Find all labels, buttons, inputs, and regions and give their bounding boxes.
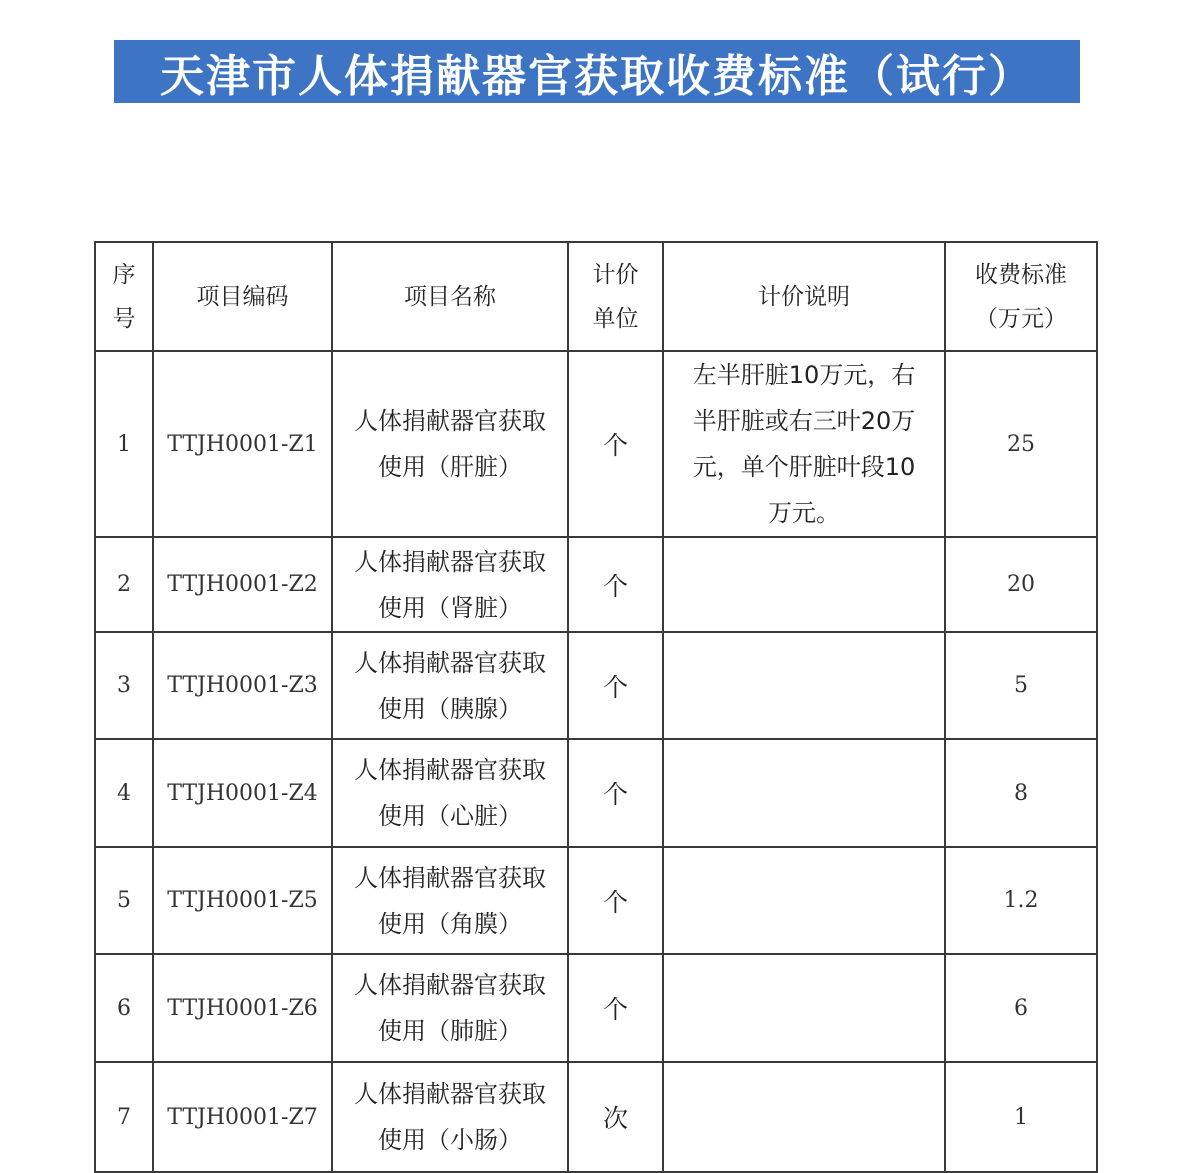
row-seq: 7 <box>95 1062 153 1172</box>
row-fee: 6 <box>945 954 1097 1062</box>
row-seq: 2 <box>95 537 153 632</box>
row-name-line: 人体捐献器官获取 <box>354 547 546 576</box>
row-name <box>332 351 568 537</box>
row-desc <box>663 954 945 1062</box>
row-name-line: 使用（心脏） <box>378 802 522 830</box>
row-unit: 个 <box>568 847 663 954</box>
header-row <box>95 242 1097 351</box>
row-name <box>332 847 568 954</box>
row-desc <box>663 847 945 954</box>
header-code: 项目编码 <box>153 242 332 351</box>
title-banner <box>114 40 1080 103</box>
row-fee: 1 <box>945 1062 1097 1172</box>
header-unit: 计价 单位 <box>568 242 663 351</box>
header-seq: 序 号 <box>95 242 153 351</box>
row-seq: 1 <box>95 351 153 537</box>
header-desc: 计价说明 <box>663 242 945 351</box>
fee-table <box>94 241 1098 1173</box>
row-unit: 个 <box>568 739 663 847</box>
row-unit: 个 <box>568 632 663 739</box>
row-seq: 3 <box>95 632 153 739</box>
page-title: 天津市人体捐献器官获取收费标准（试行） <box>160 50 1034 102</box>
row-desc-line: 半肝脏或右三叶20万 <box>692 407 916 435</box>
row-name <box>332 739 568 847</box>
table-row <box>95 847 1097 954</box>
table-row <box>95 1062 1097 1172</box>
row-fee: 5 <box>945 632 1097 739</box>
row-name-line: 使用（角膜） <box>378 909 522 938</box>
row-name-line: 人体捐献器官获取 <box>354 756 546 784</box>
row-unit: 个 <box>568 954 663 1062</box>
row-fee: 1.2 <box>945 847 1097 954</box>
row-code: TTJH0001-Z7 <box>153 1062 332 1172</box>
row-desc <box>663 1062 945 1172</box>
row-fee: 8 <box>945 739 1097 847</box>
row-name <box>332 954 568 1062</box>
row-name-line: 使用（肝脏） <box>378 453 522 481</box>
row-name-line: 使用（小肠） <box>378 1126 522 1154</box>
row-code: TTJH0001-Z2 <box>153 537 332 632</box>
row-name <box>332 632 568 739</box>
row-name-line: 使用（肺脏） <box>378 1017 522 1045</box>
row-code: TTJH0001-Z5 <box>153 847 332 954</box>
row-name-line: 人体捐献器官获取 <box>354 648 546 677</box>
table-row <box>95 739 1097 847</box>
row-fee: 25 <box>945 351 1097 537</box>
row-name-line: 使用（肾脏） <box>378 593 522 622</box>
table-row <box>95 954 1097 1062</box>
row-name-line: 人体捐献器官获取 <box>354 407 546 435</box>
table-row <box>95 537 1097 632</box>
row-seq: 6 <box>95 954 153 1062</box>
header-name: 项目名称 <box>332 242 568 351</box>
row-unit: 次 <box>568 1062 663 1172</box>
row-code: TTJH0001-Z6 <box>153 954 332 1062</box>
table-row <box>95 351 1097 537</box>
row-name-line: 人体捐献器官获取 <box>354 863 546 892</box>
row-code: TTJH0001-Z3 <box>153 632 332 739</box>
row-name <box>332 1062 568 1172</box>
row-desc-line: 万元。 <box>768 499 840 527</box>
row-name-line: 人体捐献器官获取 <box>354 1080 546 1108</box>
row-name-line: 人体捐献器官获取 <box>354 971 546 999</box>
row-desc-line: 元，单个肝脏叶段10 <box>692 453 916 481</box>
row-name-line: 使用（胰腺） <box>378 694 522 723</box>
row-desc <box>663 632 945 739</box>
row-desc <box>663 739 945 847</box>
row-desc <box>663 351 945 537</box>
table-row <box>95 632 1097 739</box>
row-unit: 个 <box>568 351 663 537</box>
row-code: TTJH0001-Z1 <box>153 351 332 537</box>
row-seq: 5 <box>95 847 153 954</box>
header-fee: 收费标准 （万元） <box>945 242 1097 351</box>
row-fee: 20 <box>945 537 1097 632</box>
row-desc-line: 左半肝脏10万元，右 <box>692 361 916 389</box>
row-code: TTJH0001-Z4 <box>153 739 332 847</box>
row-desc <box>663 537 945 632</box>
row-name <box>332 537 568 632</box>
row-unit: 个 <box>568 537 663 632</box>
row-seq: 4 <box>95 739 153 847</box>
